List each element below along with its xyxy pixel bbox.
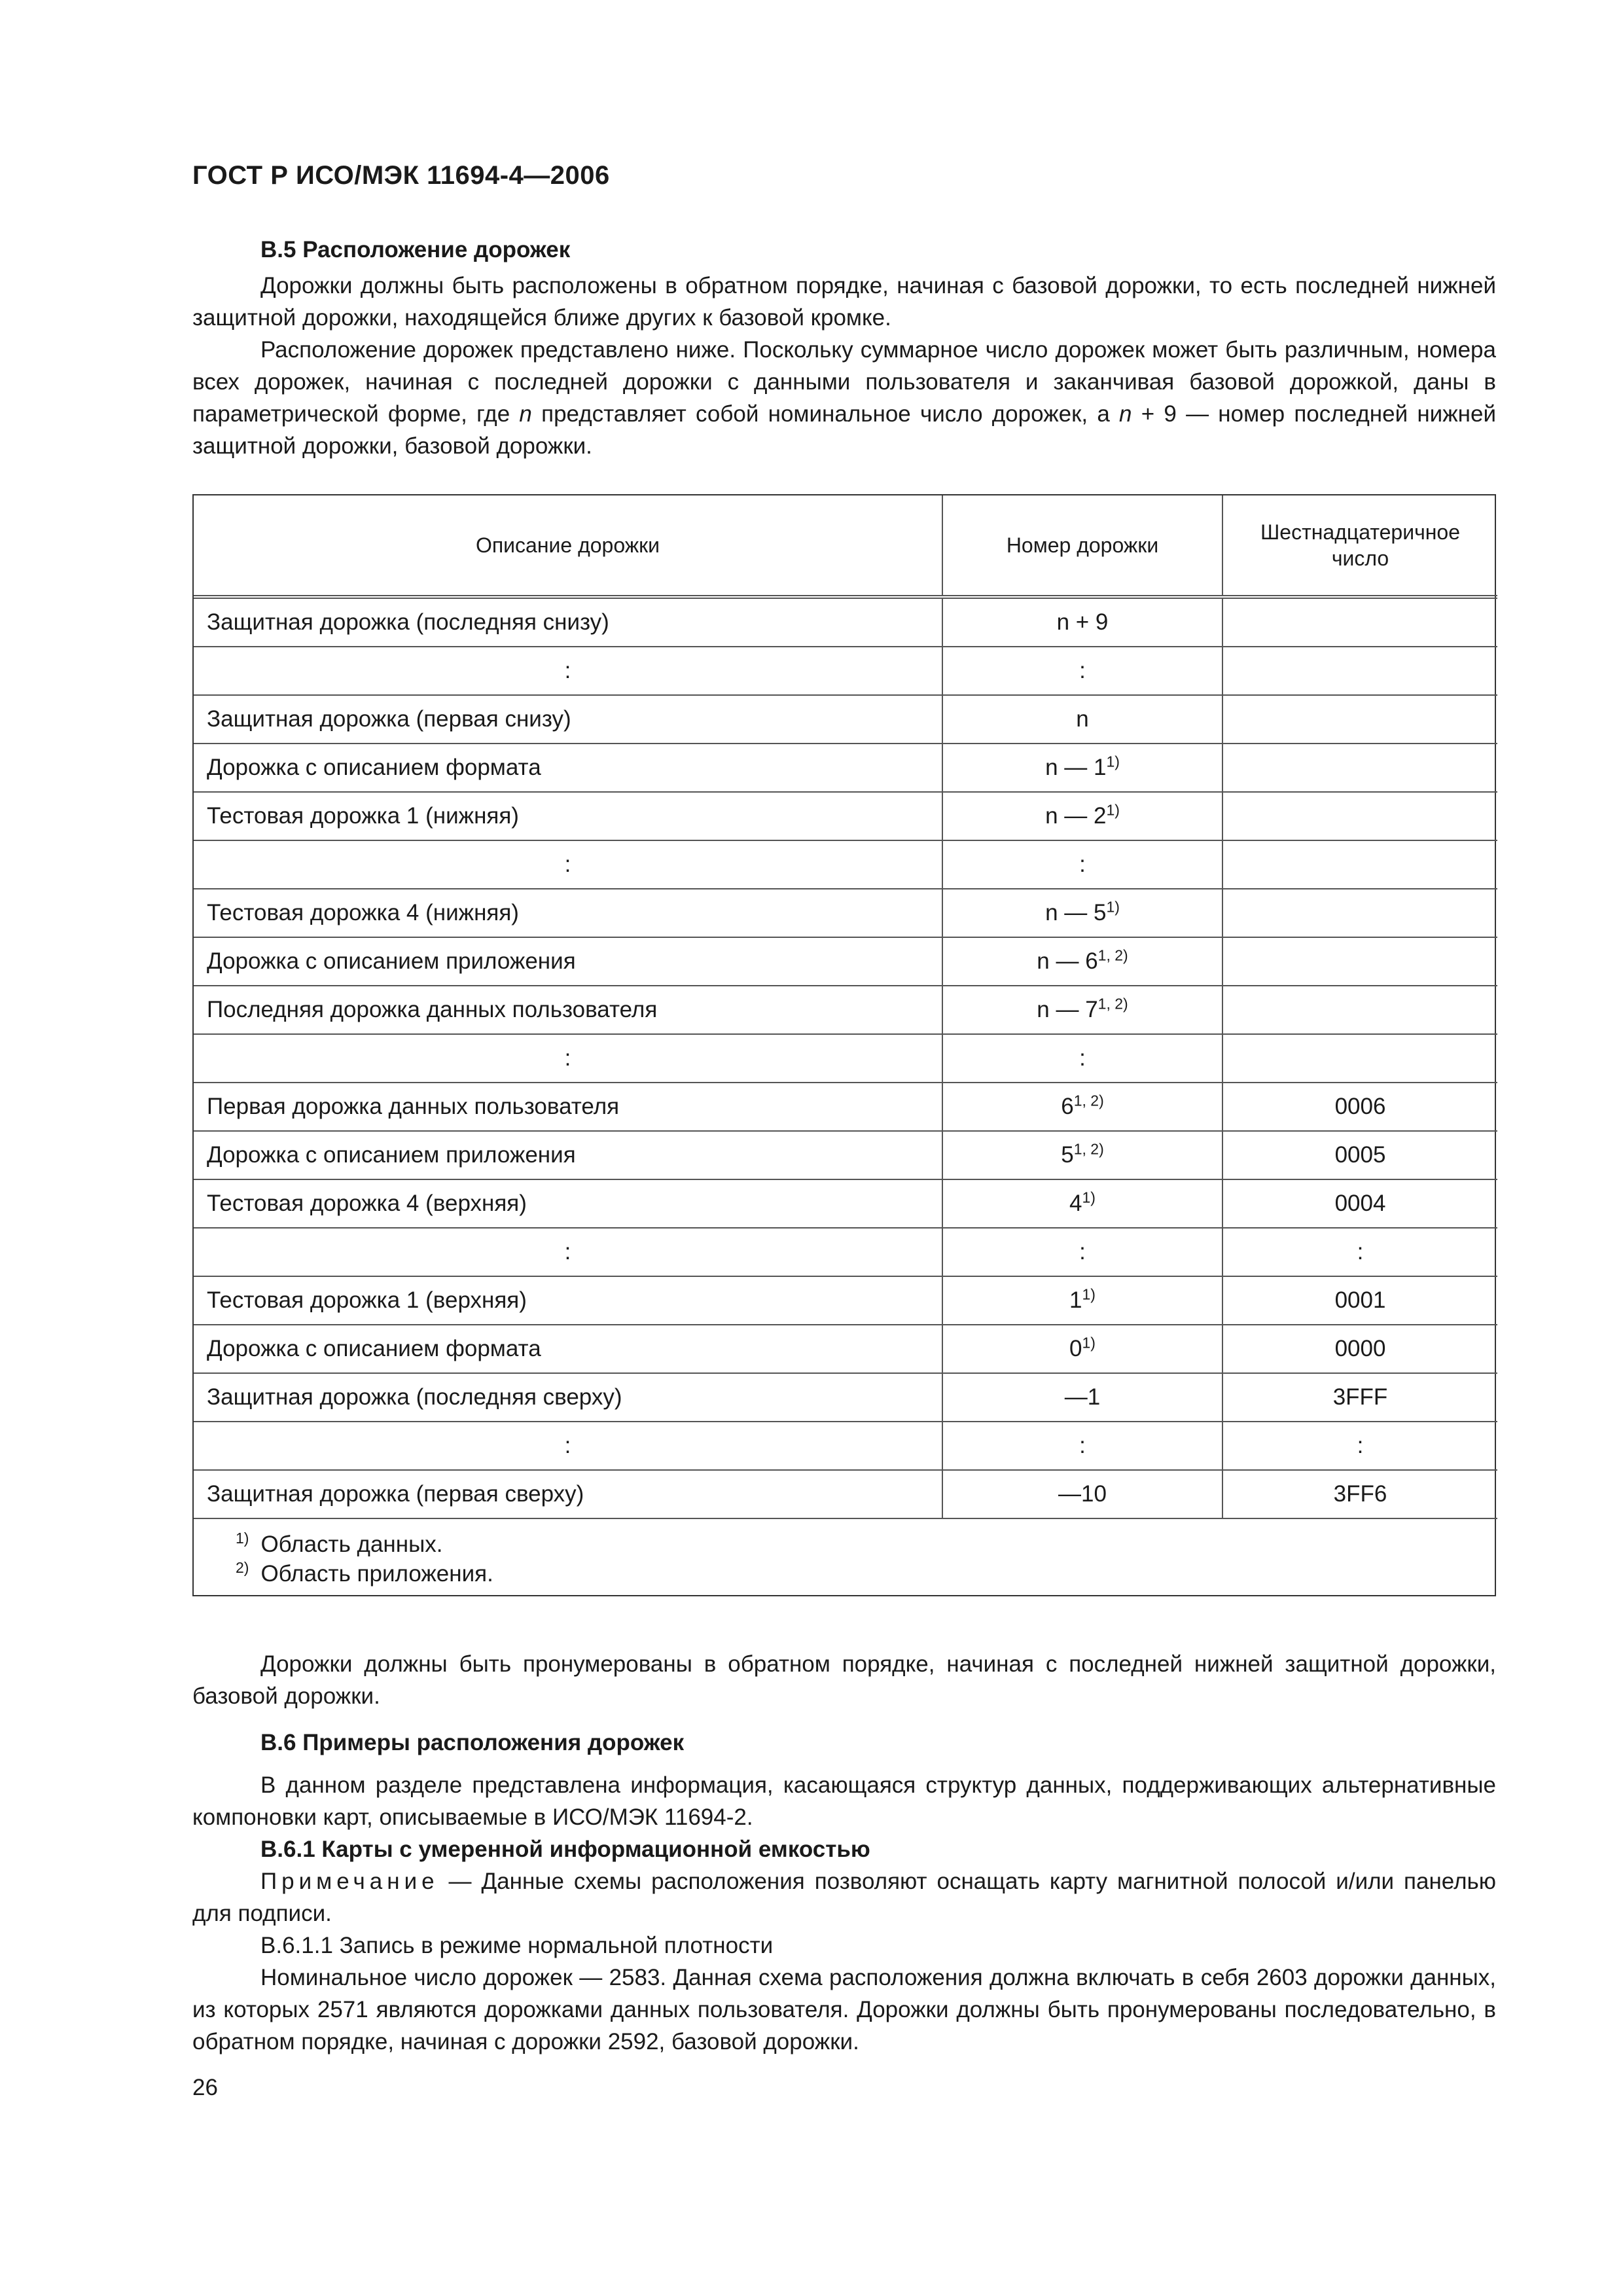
footnote-ref: 1, 2) (1073, 1140, 1104, 1158)
table-body (194, 597, 1497, 1518)
hex-value-cell (1222, 889, 1497, 937)
track-description-cell: Дорожка с описанием приложения (194, 937, 942, 986)
track-description-cell: Тестовая дорожка 4 (верхняя) (194, 1179, 942, 1228)
footnote-ref: 1, 2) (1097, 946, 1128, 964)
footnote-ref: 1) (1106, 753, 1120, 770)
table-row (194, 1373, 1497, 1422)
note-mark: 2) (236, 1559, 249, 1577)
track-description-cell: Дорожка с описанием формата (194, 1325, 942, 1373)
track-number-cell (942, 1373, 1222, 1422)
hex-value-cell: 0005 (1222, 1131, 1497, 1179)
after-table-paragraph: Дорожки должны быть пронумерованы в обратном порядке, начиная с последней нижней защитной дорожки, базовой дорожки. (192, 1651, 1496, 1709)
track-description-cell: : (194, 647, 942, 695)
p2-var-n1: n (519, 401, 532, 427)
track-number: 6 (1061, 1094, 1074, 1119)
section-b5-paragraph-2 (192, 334, 1496, 462)
hex-value-cell: 0000 (1222, 1325, 1497, 1373)
p2-var-n2: n (1119, 401, 1132, 427)
section-b5-paragraph-1: Дорожки должны быть расположены в обратном порядке, начиная с базовой дорожки, то есть последней нижней защитной дорожки, находящейся ближе других к базовой кромке. (192, 273, 1496, 331)
track-number: : (1079, 1045, 1086, 1071)
track-number: : (1079, 1239, 1086, 1265)
section-b61-note (192, 1865, 1496, 1929)
section-b6-title: B.6 Примеры расположения дорожек (260, 1730, 685, 1755)
hex-value-cell: : (1222, 1422, 1497, 1470)
note-mark: 1) (236, 1530, 249, 1547)
section-b5-title: B.5 Расположение дорожек (260, 237, 571, 262)
track-number: 1 (1069, 1287, 1082, 1313)
lower-content (192, 1648, 1496, 2058)
track-description-cell: Защитная дорожка (последняя снизу) (194, 597, 942, 647)
track-description-cell: Первая дорожка данных пользователя (194, 1083, 942, 1131)
hex-value-cell (1222, 792, 1497, 840)
hex-value-cell: 0004 (1222, 1179, 1497, 1228)
hex-value-cell: : (1222, 1228, 1497, 1276)
track-description-cell: : (194, 1422, 942, 1470)
track-description-cell: Дорожка с описанием приложения (194, 1131, 942, 1179)
track-description-cell: : (194, 1228, 942, 1276)
table-header-row (194, 495, 1497, 597)
track-description-cell: Защитная дорожка (первая снизу) (194, 695, 942, 744)
table-row (194, 792, 1497, 840)
track-number: n (1076, 706, 1089, 732)
track-description-cell: Тестовая дорожка 1 (верхняя) (194, 1276, 942, 1325)
track-number-cell (942, 1179, 1222, 1228)
track-number-cell (942, 1228, 1222, 1276)
section-b611-paragraph: Номинальное число дорожек — 2583. Данная схема расположения должна включать в себя 2603 дорожки данных, из которых 2571 являются дорожками данных пользователя. Дорожки должны быть пронумерованы последовательно, в обратном порядке, начиная с дорожки 2592, базовой дорожки. (192, 1965, 1496, 2054)
hex-value-cell: 3FFF (1222, 1373, 1497, 1422)
track-number-cell (942, 1470, 1222, 1518)
track-number-cell (942, 1422, 1222, 1470)
track-number: n — 6 (1037, 948, 1098, 974)
note-label: Примечание (260, 1869, 439, 1894)
track-number-cell (942, 647, 1222, 695)
table-row (194, 937, 1497, 986)
track-number: n + 9 (1056, 609, 1109, 635)
header-description: Описание дорожки (194, 495, 942, 597)
track-description-cell: Дорожка с описанием формата (194, 744, 942, 792)
track-description-cell: : (194, 840, 942, 889)
table-row (194, 1228, 1497, 1276)
track-number: : (1079, 852, 1086, 877)
table-row (194, 597, 1497, 647)
hex-value-cell: 0001 (1222, 1276, 1497, 1325)
p2-mid: представляет собой номинальное число дорожек, а (531, 401, 1120, 427)
table-row (194, 695, 1497, 744)
track-number: n — 5 (1045, 900, 1107, 925)
table-notes-row (194, 1518, 1497, 1602)
track-number: 4 (1069, 1191, 1082, 1216)
section-b6-paragraph: В данном разделе представлена информация, касающаяся структур данных, поддерживающих альтернативные компоновки карт, описываемые в ИСО/МЭК 11694-2. (192, 1772, 1496, 1830)
table-row (194, 986, 1497, 1034)
table-note (236, 1559, 1497, 1588)
table-row (194, 840, 1497, 889)
document-header: ГОСТ Р ИСО/МЭК 11694-4—2006 (192, 161, 610, 190)
footnote-ref: 1) (1106, 898, 1120, 916)
hex-value-cell: 0006 (1222, 1083, 1497, 1131)
hex-value-cell: 3FF6 (1222, 1470, 1497, 1518)
track-number: 0 (1069, 1336, 1082, 1361)
footnote-ref: 1) (1082, 1189, 1096, 1206)
track-description-cell: Защитная дорожка (последняя сверху) (194, 1373, 942, 1422)
hex-value-cell (1222, 695, 1497, 744)
table-row (194, 1131, 1497, 1179)
tracks-table (192, 494, 1496, 1596)
header-track-number: Номер дорожки (942, 495, 1222, 597)
note-text: — Данные схемы расположения позволяют оснащать карту магнитной полосой и/или панелью для подписи. (192, 1869, 1496, 1926)
track-number-cell (942, 1083, 1222, 1131)
track-description-cell: Последняя дорожка данных пользователя (194, 986, 942, 1034)
footnote-ref: 1) (1106, 801, 1120, 819)
track-description-cell: Тестовая дорожка 4 (нижняя) (194, 889, 942, 937)
track-number: n — 2 (1045, 803, 1107, 829)
table-row (194, 889, 1497, 937)
track-number-cell (942, 1276, 1222, 1325)
track-number: : (1079, 1433, 1086, 1458)
track-number-cell (942, 937, 1222, 986)
track-number: 5 (1061, 1142, 1074, 1168)
note-text: Область приложения. (260, 1561, 493, 1587)
table-row (194, 1470, 1497, 1518)
table-row (194, 1325, 1497, 1373)
table-notes (194, 1518, 1497, 1602)
track-number: n — 1 (1045, 755, 1107, 780)
track-number-cell (942, 889, 1222, 937)
p2-start: Расположение дорожек представлено ниже. Поскольку суммарное число дорожек может быть различным, номера всех дорожек, начиная с последней дорожки с данными пользователя и заканчивая базовой дорожкой, даны в параметрической форме, где (192, 337, 1496, 427)
track-number-cell (942, 744, 1222, 792)
table-note (236, 1530, 1497, 1559)
track-description-cell: Защитная дорожка (первая сверху) (194, 1470, 942, 1518)
note-text: Область данных. (260, 1532, 443, 1557)
section-b5 (192, 234, 1496, 462)
p2-end: + 9 — номер последней нижней защитной дорожки, базовой дорожки. (192, 401, 1496, 459)
footnote-ref: 1) (1082, 1334, 1096, 1352)
hex-value-cell (1222, 840, 1497, 889)
track-number-cell (942, 792, 1222, 840)
section-b611-title: B.6.1.1 Запись в режиме нормальной плотности (260, 1933, 774, 1958)
track-number-cell (942, 1325, 1222, 1373)
hex-value-cell (1222, 647, 1497, 695)
track-description-cell: Тестовая дорожка 1 (нижняя) (194, 792, 942, 840)
hex-value-cell (1222, 744, 1497, 792)
track-number-cell (942, 986, 1222, 1034)
track-number: n — 7 (1037, 997, 1098, 1022)
table-row (194, 1276, 1497, 1325)
track-number-cell (942, 1131, 1222, 1179)
header-hex: Шестнадцатеричное число (1222, 495, 1497, 597)
track-number-cell (942, 1034, 1222, 1083)
footnote-ref: 1, 2) (1073, 1092, 1104, 1109)
table-row (194, 1179, 1497, 1228)
track-number: —10 (1058, 1481, 1107, 1507)
track-number-cell (942, 840, 1222, 889)
table-row (194, 647, 1497, 695)
table-row (194, 1034, 1497, 1083)
track-number-cell (942, 695, 1222, 744)
hex-value-cell (1222, 597, 1497, 647)
track-description-cell: : (194, 1034, 942, 1083)
footnote-ref: 1, 2) (1097, 995, 1128, 1013)
track-number: —1 (1064, 1384, 1101, 1410)
track-number-cell (942, 597, 1222, 647)
table-row (194, 1083, 1497, 1131)
section-b61-title: B.6.1 Карты с умеренной информационной емкостью (260, 1837, 870, 1862)
table-row (194, 1422, 1497, 1470)
table-row (194, 744, 1497, 792)
hex-value-cell (1222, 937, 1497, 986)
footnote-ref: 1) (1082, 1285, 1096, 1303)
page-number: 26 (192, 2075, 218, 2100)
track-number: : (1079, 658, 1086, 683)
hex-value-cell (1222, 986, 1497, 1034)
hex-value-cell (1222, 1034, 1497, 1083)
